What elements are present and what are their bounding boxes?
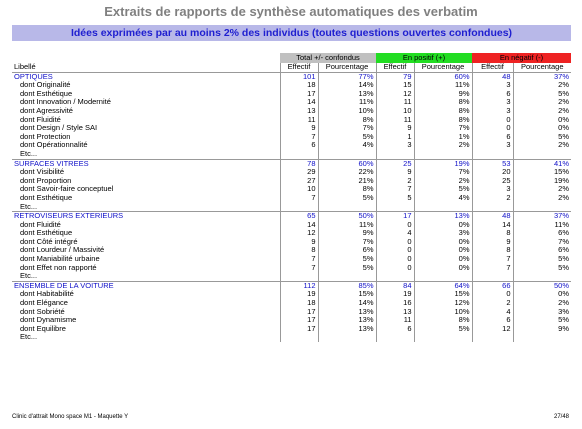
table-cell: 2% [513, 299, 571, 308]
table-row [12, 264, 571, 273]
table-row [12, 150, 571, 159]
table-cell: 3 [376, 141, 414, 150]
table-cell: 5 [376, 194, 414, 203]
table-cell: 6 [280, 141, 318, 150]
table-cell: 65 [280, 212, 318, 221]
row-label: dont Protection [20, 132, 71, 141]
table-cell: 3% [513, 308, 571, 317]
table-cell: 5% [513, 255, 571, 264]
table-cell: 85% [318, 281, 376, 290]
table-cell: 25 [472, 177, 513, 186]
table-row [12, 194, 571, 203]
table-cell: 21% [318, 177, 376, 186]
table-cell: 4 [472, 308, 513, 317]
table-cell [376, 203, 414, 212]
table-cell: 0% [414, 221, 472, 230]
table-row [12, 229, 571, 238]
table-cell: 7% [513, 238, 571, 247]
row-label: dont Esthétique [20, 229, 73, 238]
table-cell: 14 [280, 221, 318, 230]
table-row [12, 107, 571, 116]
row-label: dont Effet non rapporté [20, 263, 97, 272]
row-label: dont Originalité [20, 81, 71, 90]
table-cell: 11 [376, 116, 414, 125]
row-label: dont Visibilité [20, 168, 65, 177]
table-cell [280, 203, 318, 212]
table-cell: 9% [318, 229, 376, 238]
table-cell: 5% [414, 185, 472, 194]
table-cell [472, 272, 513, 281]
table-cell: 50% [513, 281, 571, 290]
row-label: dont Lourdeur / Massivité [20, 246, 105, 255]
table-cell [472, 333, 513, 342]
table-cell: 2% [513, 185, 571, 194]
table-cell: 84 [376, 281, 414, 290]
table-cell: 77% [318, 72, 376, 81]
table-cell: 7% [318, 124, 376, 133]
table-cell [318, 150, 376, 159]
row-label: Etc... [20, 272, 38, 281]
table-cell: 5% [513, 264, 571, 273]
table-cell: 5% [318, 194, 376, 203]
table-cell: 2% [414, 177, 472, 186]
table-cell: 18 [280, 81, 318, 90]
section-label: SURFACES VITREES [12, 159, 280, 168]
table-cell: 17 [376, 212, 414, 221]
table-cell: 2% [513, 98, 571, 107]
table-cell: 0% [414, 246, 472, 255]
table-cell: 1 [376, 133, 414, 142]
table-cell: 3 [472, 81, 513, 90]
table-cell: 0 [472, 116, 513, 125]
table-cell: 6 [376, 325, 414, 334]
table-cell: 15% [513, 168, 571, 177]
row-label: dont Fluidité [20, 220, 61, 229]
table-cell: 8 [472, 246, 513, 255]
table-cell: 12% [414, 299, 472, 308]
table-cell: 15% [414, 290, 472, 299]
table-row [12, 221, 571, 230]
table-cell: 0% [513, 290, 571, 299]
table-cell: 0 [376, 255, 414, 264]
table-cell: 11% [318, 221, 376, 230]
table-cell: 0 [472, 290, 513, 299]
table-cell: 11% [318, 98, 376, 107]
table-row [12, 246, 571, 255]
table-cell: 25 [376, 159, 414, 168]
table-row [12, 316, 571, 325]
table-cell: 29 [280, 168, 318, 177]
row-label: dont Innovation / Modernité [20, 98, 111, 107]
table-cell: 60% [414, 72, 472, 81]
table-cell: 7 [280, 194, 318, 203]
table-cell: 7% [414, 124, 472, 133]
table-cell: 13% [318, 325, 376, 334]
table-cell: 0% [513, 124, 571, 133]
table-cell: 64% [414, 281, 472, 290]
row-label: dont Agressivité [20, 106, 73, 115]
table-cell: 2% [414, 141, 472, 150]
header-total: Total +/- confondus [280, 53, 376, 63]
table-cell: 9% [414, 90, 472, 99]
row-label: dont Savoir-faire conceptuel [20, 185, 114, 194]
table-cell: 7 [472, 255, 513, 264]
table-cell: 16 [376, 299, 414, 308]
table-cell [376, 150, 414, 159]
table-cell: 19% [414, 159, 472, 168]
table-cell: 8% [414, 98, 472, 107]
table-cell: 8% [318, 116, 376, 125]
table-row [12, 325, 571, 334]
table-cell [513, 333, 571, 342]
table-cell: 11% [414, 81, 472, 90]
section-row [12, 159, 571, 168]
row-label: Etc... [20, 333, 38, 342]
section-label: ENSEMBLE DE LA VOITURE [12, 281, 280, 290]
table-cell: 9 [280, 124, 318, 133]
header-effectif: Effectif [280, 63, 318, 72]
table-cell [414, 203, 472, 212]
table-cell: 5% [318, 255, 376, 264]
table-row [12, 124, 571, 133]
table-cell: 14% [318, 81, 376, 90]
table-cell: 2 [472, 194, 513, 203]
row-label: dont Design / Style SAI [20, 124, 98, 133]
header-effectif: Effectif [376, 63, 414, 72]
header-pourcentage: Pourcentage [318, 63, 376, 72]
row-label: dont Côté intégré [20, 237, 78, 246]
table-cell [513, 203, 571, 212]
table-cell: 10% [318, 107, 376, 116]
table-cell: 2% [513, 81, 571, 90]
table-row [12, 141, 571, 150]
table-cell: 11 [376, 316, 414, 325]
table-cell: 9 [280, 238, 318, 247]
table-cell: 2 [472, 299, 513, 308]
table-cell: 20 [472, 168, 513, 177]
table-cell: 15 [376, 81, 414, 90]
row-label: dont Dynamisme [20, 316, 77, 325]
table-cell: 8 [280, 246, 318, 255]
table-cell: 3 [472, 98, 513, 107]
table-cell: 12 [280, 229, 318, 238]
header-pourcentage: Pourcentage [513, 63, 571, 72]
table-cell: 13 [280, 107, 318, 116]
table-cell: 17 [280, 90, 318, 99]
table-cell [513, 272, 571, 281]
table-cell: 48 [472, 72, 513, 81]
table-cell: 12 [472, 325, 513, 334]
table-cell: 66 [472, 281, 513, 290]
table-cell: 13% [414, 212, 472, 221]
table-cell: 6 [472, 316, 513, 325]
row-label: dont Esthétique [20, 193, 73, 202]
table-cell: 0% [513, 116, 571, 125]
table-cell: 9% [513, 325, 571, 334]
table-cell: 112 [280, 281, 318, 290]
table-cell: 5% [513, 316, 571, 325]
table-cell: 0% [414, 238, 472, 247]
table-row [12, 168, 571, 177]
table-cell: 41% [513, 159, 571, 168]
table-cell [318, 272, 376, 281]
table-cell [414, 333, 472, 342]
table-cell: 19 [376, 290, 414, 299]
section-row [12, 72, 571, 81]
table-cell: 7 [280, 255, 318, 264]
table-cell: 4% [414, 194, 472, 203]
table-cell: 5% [318, 133, 376, 142]
footer-source: Clinic d'attrait Mono space M1 - Maquette Y [12, 414, 129, 420]
table-cell: 8% [414, 107, 472, 116]
table-cell: 6% [513, 246, 571, 255]
table-cell: 18 [280, 299, 318, 308]
table-cell: 60% [318, 159, 376, 168]
table-cell: 17 [280, 308, 318, 317]
table-row [12, 272, 571, 281]
table-cell: 7 [472, 264, 513, 273]
table-cell: 9 [376, 168, 414, 177]
table-row [12, 185, 571, 194]
table-row [12, 290, 571, 299]
row-label: dont Esthétique [20, 89, 73, 98]
table-cell: 10 [376, 107, 414, 116]
verbatim-table [12, 53, 571, 342]
row-label: Etc... [20, 202, 38, 211]
table-row [12, 81, 571, 90]
table-cell: 5% [513, 133, 571, 142]
table-row [12, 255, 571, 264]
table-cell: 5% [513, 90, 571, 99]
table-cell: 10% [414, 308, 472, 317]
row-label: dont Fluidité [20, 115, 61, 124]
table-cell: 14 [472, 221, 513, 230]
row-label: dont Proportion [20, 176, 72, 185]
table-cell: 2 [376, 177, 414, 186]
table-cell: 6 [472, 133, 513, 142]
table-cell [472, 150, 513, 159]
table-cell: 37% [513, 72, 571, 81]
table-cell: 14% [318, 299, 376, 308]
table-cell: 0 [376, 246, 414, 255]
table-cell: 37% [513, 212, 571, 221]
table-cell: 11 [376, 98, 414, 107]
table-cell: 0 [376, 264, 414, 273]
table-body [12, 72, 571, 342]
table-cell: 2% [513, 194, 571, 203]
table-cell [376, 272, 414, 281]
table-cell: 3 [472, 185, 513, 194]
table-cell [414, 150, 472, 159]
table-cell: 4 [376, 229, 414, 238]
table-cell: 13 [376, 308, 414, 317]
table-cell: 19 [280, 290, 318, 299]
table-cell: 0 [472, 124, 513, 133]
header-pourcentage: Pourcentage [414, 63, 472, 72]
header-negative: En négatif (-) [472, 53, 571, 63]
table-cell [318, 203, 376, 212]
table-cell: 13% [318, 90, 376, 99]
table-cell: 7% [318, 238, 376, 247]
table-cell: 15% [318, 290, 376, 299]
table-cell: 4% [318, 141, 376, 150]
table-cell: 101 [280, 72, 318, 81]
table-cell: 10 [280, 185, 318, 194]
table-row [12, 98, 571, 107]
table-cell: 2% [513, 107, 571, 116]
table-cell [513, 150, 571, 159]
table-cell: 53 [472, 159, 513, 168]
table-cell: 11 [280, 116, 318, 125]
table-cell [318, 333, 376, 342]
table-cell: 11% [513, 221, 571, 230]
table-cell [472, 203, 513, 212]
section-label: OPTIQUES [12, 72, 280, 81]
table-cell [376, 333, 414, 342]
table-row [12, 116, 571, 125]
table-row [12, 177, 571, 186]
table-cell: 17 [280, 325, 318, 334]
table-cell: 19% [513, 177, 571, 186]
table-cell [414, 272, 472, 281]
header-libelle: Libellé [12, 63, 280, 72]
table-cell: 22% [318, 168, 376, 177]
table-cell: 7 [280, 133, 318, 142]
table-cell: 13% [318, 316, 376, 325]
row-label: Etc... [20, 149, 38, 158]
table-cell: 8% [414, 316, 472, 325]
table-cell [280, 272, 318, 281]
header-effectif: Effectif [472, 63, 513, 72]
row-label: dont Equilibre [20, 324, 66, 333]
section-label: RETROVISEURS EXTERIEURS [12, 212, 280, 221]
table-cell: 7 [280, 264, 318, 273]
header-positive: En positif (+) [376, 53, 472, 63]
table-cell: 0 [376, 238, 414, 247]
table-cell: 13% [318, 308, 376, 317]
table-cell: 5% [318, 264, 376, 273]
table-cell: 3 [472, 107, 513, 116]
table-cell: 1% [414, 133, 472, 142]
table-cell: 2% [513, 141, 571, 150]
table-cell: 9 [376, 124, 414, 133]
page-number: 27/48 [553, 414, 569, 420]
row-label: dont Opérationnalité [20, 141, 88, 150]
row-label: dont Elégance [20, 299, 68, 308]
section-row [12, 212, 571, 221]
table-row [12, 133, 571, 142]
table-row [12, 203, 571, 212]
row-label: dont Sobriété [20, 307, 65, 316]
table-cell: 6% [318, 246, 376, 255]
table-cell: 17 [280, 316, 318, 325]
row-label: dont Maniabilité urbaine [20, 255, 100, 264]
table-row [12, 308, 571, 317]
table-row [12, 299, 571, 308]
table-cell: 78 [280, 159, 318, 168]
table-cell: 50% [318, 212, 376, 221]
table-cell: 9 [472, 238, 513, 247]
section-row [12, 281, 571, 290]
report-banner: Idées exprimées par au moins 2% des individus (toutes questions ouvertes confondues) [12, 25, 571, 41]
row-label: dont Habitabilité [20, 290, 74, 299]
table-cell: 0% [414, 264, 472, 273]
table-cell: 8 [472, 229, 513, 238]
table-cell: 7% [414, 168, 472, 177]
table-cell: 6% [513, 229, 571, 238]
table-cell: 6 [472, 90, 513, 99]
table-cell: 79 [376, 72, 414, 81]
table-cell: 5% [414, 325, 472, 334]
table-cell: 8% [414, 116, 472, 125]
table-cell: 3% [414, 229, 472, 238]
table-cell [280, 150, 318, 159]
table-row [12, 238, 571, 247]
table-cell: 27 [280, 177, 318, 186]
table-cell: 48 [472, 212, 513, 221]
table-cell: 0 [376, 221, 414, 230]
table-cell: 14 [280, 98, 318, 107]
table-cell: 12 [376, 90, 414, 99]
table-cell [280, 333, 318, 342]
table-row [12, 90, 571, 99]
table-row [12, 333, 571, 342]
document-title: Extraits de rapports de synthèse automatiques des verbatim [104, 4, 478, 19]
table-cell: 8% [318, 185, 376, 194]
table-cell: 0% [414, 255, 472, 264]
table-cell: 7 [376, 185, 414, 194]
table-cell: 3 [472, 141, 513, 150]
